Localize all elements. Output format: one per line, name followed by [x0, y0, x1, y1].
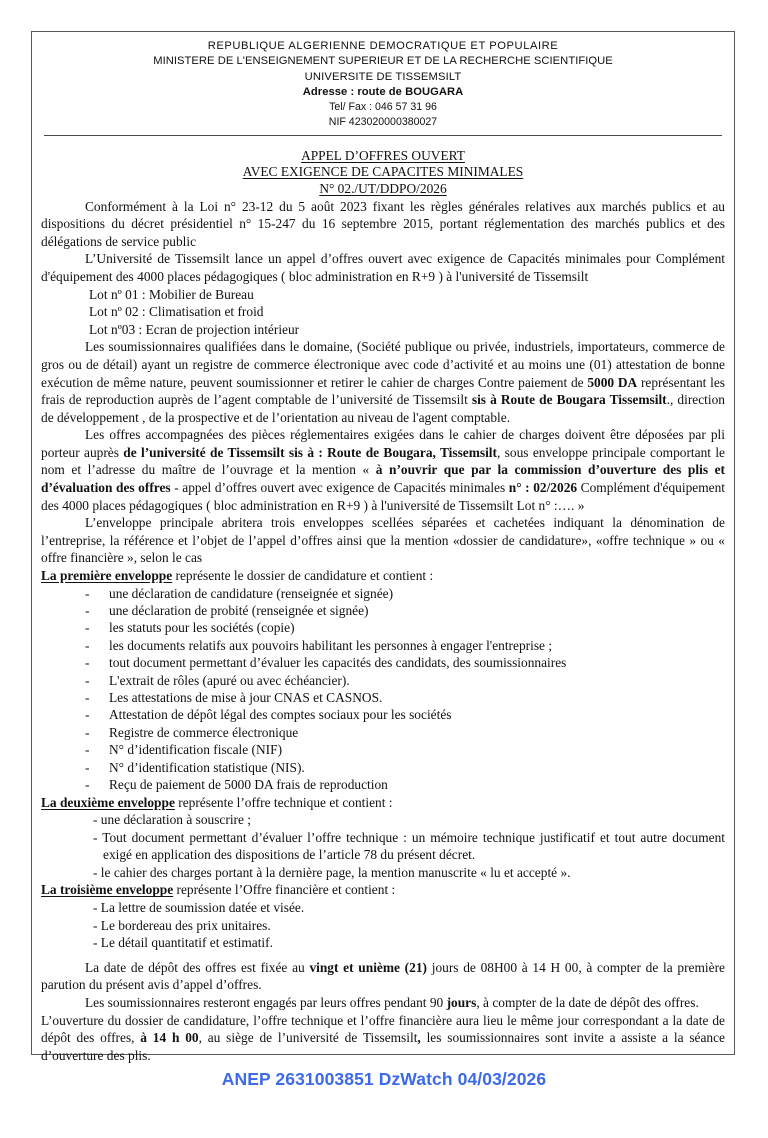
spacer: [41, 952, 725, 959]
letterhead-line-nif: NIF 423020000380027: [328, 116, 438, 129]
lot-item-2: Lot nº 02 : Climatisation et froid: [89, 304, 264, 320]
ouverture-text-1: L’ouverture du dossier de candidature, l’offre technique et l’offre financière aura lieu le même jour correspondant a la date de dépôt des offres,: [41, 1012, 725, 1046]
list-item: - N° d’identification fiscale (NIF): [41, 741, 725, 758]
title-line-3: N° 02./UT/DDPO/2026: [319, 180, 447, 196]
envelope-1-title: La première enveloppe: [41, 568, 173, 584]
para-enveloppe-principale: L’enveloppe principale abritera trois enveloppes scellées séparées et cachetées indiquant la dénomination de l’entreprise, la référence et l’objet de l’appel d’offres ainsi que la mention «dossier de candidature», «offre technique » ou « offre financière », selon le cas: [41, 515, 725, 566]
soum-text-3: ., direction de développement , de la prospective et de l’orientation au niveau de l'agent comptable.: [41, 392, 725, 425]
ouverture-text-3: les soumissionnaires sont invite a assiste a la séance d’ouverture des plis.: [41, 1030, 725, 1063]
para-ouverture: [41, 1012, 725, 1065]
engage-bold-days: jours: [446, 995, 477, 1011]
soum-text-2: représentant les frais de reproduction auprès de l’agent comptable de l’université de Tissemsilt: [41, 374, 725, 408]
envelope-3-item-2: - Le bordereau des prix unitaires.: [93, 917, 271, 933]
letterhead-line-address: Adresse : route de BOUGARA: [302, 85, 464, 98]
envelope-2-item-1: - une déclaration à souscrire ;: [93, 812, 252, 828]
para-date-depot: [41, 959, 725, 994]
envelope-3-heading: [41, 881, 725, 899]
title-line-2: AVEC EXIGENCE DE CAPACITES MINIMALES: [242, 164, 524, 180]
ouverture-bold-time: à 14 h 00: [140, 1030, 199, 1046]
envelope-3-heading-rest: représente l’Offre financière et contient :: [173, 882, 396, 898]
offres-bold-number: n° : 02/2026: [508, 480, 578, 496]
letterhead-line-ministry: MINISTERE DE L'ENSEIGNEMENT SUPERIEUR ET DE LA RECHERCHE SCIENTIFIQUE: [153, 55, 613, 68]
anep-footer: ANEP 2631003851 DzWatch 04/03/2026: [221, 1069, 547, 1089]
list-item: - les documents relatifs aux pouvoirs habilitant les personnes à engager l'entreprise ;: [41, 637, 725, 654]
letterhead-line-phone: Tel/ Fax : 046 57 31 96: [329, 101, 437, 114]
soum-bold-address: sis à Route de Bougara Tissemsilt: [471, 392, 667, 408]
letterhead: [32, 32, 734, 131]
list-item: - les statuts pour les sociétés (copie): [41, 619, 725, 636]
envelope-2-heading: [41, 794, 725, 812]
envelope-3-item-3: - Le détail quantitatif et estimatif.: [93, 935, 273, 951]
offres-text-1: Les offres accompagnées des pièces réglementaires exigées dans le cahier de charges doivent être déposées par pli porteur auprès: [41, 427, 725, 460]
offres-text-3: - appel d’offres ouvert avec exigence de Capacités minimales: [170, 480, 509, 496]
lot-item-1: Lot nº 01 : Mobilier de Bureau: [89, 286, 254, 302]
envelope-2-item-3: - le cahier des charges portant à la dernière page, la mention manuscrite « lu et accepté ».: [93, 864, 571, 880]
engage-text-1: Les soumissionnaires resteront engagés par leurs offres pendant 90: [85, 995, 447, 1011]
ouverture-text-2: , au siège de l’université de Tissemsilt: [198, 1030, 418, 1046]
document-frame: [31, 31, 735, 1063]
list-item: - Reçu de paiement de 5000 DA frais de reproduction: [41, 776, 725, 793]
list-item: - une déclaration de candidature (renseignée et signée): [41, 585, 725, 602]
envelope-3-title: La troisième enveloppe: [41, 882, 174, 898]
list-item: - N° d’identification statistique (NIS).: [41, 759, 725, 776]
list-item: - L'extrait de rôles (apuré ou avec échéancier).: [41, 672, 725, 689]
soum-bold-amount: 5000 DA: [587, 374, 638, 390]
document-body: [32, 148, 734, 1065]
para-soumissionnaires: [41, 338, 725, 426]
lot-item-3: Lot nº03 : Ecran de projection intérieur: [89, 321, 300, 337]
letterhead-line-university: UNIVERSITE DE TISSEMSILT: [304, 70, 462, 83]
ouverture-bold-comma: ,: [417, 1030, 421, 1046]
offres-bold-university: de l’université de Tissemsilt sis à : Route de Bougara, Tissemsilt: [123, 444, 497, 460]
date-text-1: La date de dépôt des offres est fixée au: [85, 959, 310, 975]
date-bold-deadline: vingt et unième (21): [309, 959, 427, 975]
list-item: - Registre de commerce électronique: [41, 724, 725, 741]
envelope-1-heading: [41, 567, 725, 585]
envelope-3-item-1: - La lettre de soumission datée et visée.: [93, 900, 305, 916]
envelope-2-heading-rest: représente l’offre technique et contient :: [174, 794, 393, 810]
letterhead-line-republic: REPUBLIQUE ALGERIENNE DEMOCRATIQUE ET POPULAIRE: [207, 40, 559, 52]
title-line-1: APPEL D’OFFRES OUVERT: [301, 147, 465, 163]
envelope-2-item-2: - Tout document permettant d’évaluer l’offre technique : un mémoire technique justificatif et tout autre document exigé en application des dispositions de l’article 78 du présent décret.: [93, 829, 725, 863]
envelope-1-heading-rest: représente le dossier de candidature et contient :: [172, 568, 434, 584]
para-engagement: [41, 994, 725, 1012]
envelope-2-title: La deuxième enveloppe: [41, 794, 175, 810]
list-item: - Attestation de dépôt légal des comptes sociaux pour les sociétés: [41, 706, 725, 723]
offres-text-2: , sous enveloppe principale comportant le nom et l’adresse du maître de l’ouvrage et la mention «: [41, 444, 726, 478]
para-universite-lance: L’Université de Tissemsilt lance un appel d’offres ouvert avec exigence de Capacités minimales pour Complément d'équipement des 4000 places pédagogiques ( bloc administration en R+9 ) à l'université de Tissemsilt: [41, 251, 725, 284]
offres-bold-mention: à n’ouvrir que par la commission d’ouverture des plis et d’évaluation des offres: [41, 462, 725, 496]
date-text-2: jours de 08H00 à 14 H 00, à compter de la première parution du présent avis d’appel d’offres.: [41, 959, 725, 993]
header-divider: [44, 135, 722, 136]
envelope-1-list: [41, 585, 725, 794]
soum-text-1: Les soumissionnaires qualifiées dans le domaine, (Société publique ou privée, industriels, importateurs, commerce de gros ou de détail) ayant un registre de commerce électronique avec code d’activité et au moins une (01) attestation de bonne exécution de même nature, peuvent soumissionner et retirer le cahier de charges Contre paiement de: [41, 339, 725, 390]
list-item: - une déclaration de probité (renseignée et signée): [41, 602, 725, 619]
para-offres-depot: [41, 426, 725, 514]
engage-text-2: , à compter de la date de dépôt des offres.: [476, 995, 699, 1011]
list-item: - tout document permettant d’évaluer les capacités des candidats, des soumissionnaires: [41, 654, 725, 671]
list-item: - Les attestations de mise à jour CNAS et CASNOS.: [41, 689, 725, 706]
offres-text-4: Complément d'équipement des 4000 places pédagogiques ( bloc administration en R+9 ) à l'université de Tissemsilt Lot n° :…. »: [41, 480, 725, 513]
para-conformement: Conformément à la Loi n° 23-12 du 5 août 2023 fixant les règles générales relatives aux marchés publics et au dispositions du décret présidentiel n° 15-247 du 16 septembre 2015, portant réglementation des marchés publics et des délégations de service public: [41, 198, 725, 249]
notice-title: [41, 148, 725, 198]
